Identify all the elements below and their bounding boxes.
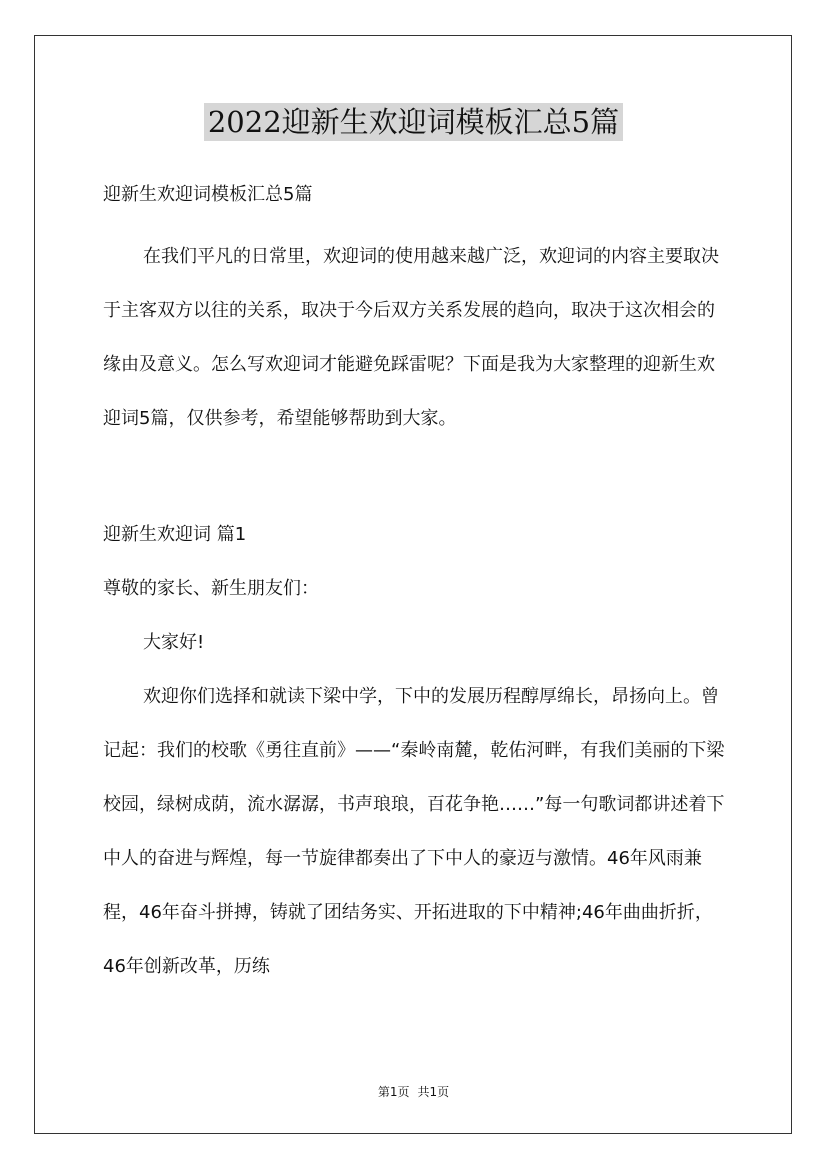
page-footer — [0, 1083, 827, 1101]
intro-paragraph: 在我们平凡的日常里，欢迎词的使用越来越广泛，欢迎词的内容主要取决于主客双方以往的关系，取决于今后双方关系发展的趋向，取决于这次相会的缘由及意义。怎么写欢迎词才能避免踩雷呢？下面是我为大家整理的迎新生欢迎词5篇，仅供参考，希望能够帮助到大家。 — [103, 246, 719, 429]
document-title: 2022迎新生欢迎词模板汇总5篇 — [204, 103, 623, 141]
section-spacer — [103, 446, 728, 508]
page-number: 第1页 — [377, 1085, 410, 1099]
body-paragraph: 欢迎你们选择和就读下梁中学，下中的发展历程醇厚绵长，昂扬向上。曾记起：我们的校歌《勇往直前》——“秦岭南麓，乾佑河畔，有我们美丽的下梁校园，绿树成荫，流水潺潺，书声琅琅，百花争艳……”每一句歌词都讲述着下中人的奋进与辉煌，每一节旋律都奏出了下中人的豪迈与激情。46年风雨兼程，46年奋斗拼搏，铸就了团结务实、开拓进取的下中精神;46年曲曲折折，46年创新改革，历练 — [103, 686, 725, 977]
salutation: 尊敬的家长、新生朋友们： — [103, 578, 319, 599]
greeting: 大家好! — [143, 632, 205, 653]
document-subtitle: 迎新生欢迎词模板汇总5篇 — [103, 184, 313, 205]
title-container — [0, 103, 827, 141]
section-heading: 迎新生欢迎词 篇1 — [103, 524, 247, 545]
document-body — [103, 172, 728, 994]
page-total: 共1页 — [417, 1085, 450, 1099]
